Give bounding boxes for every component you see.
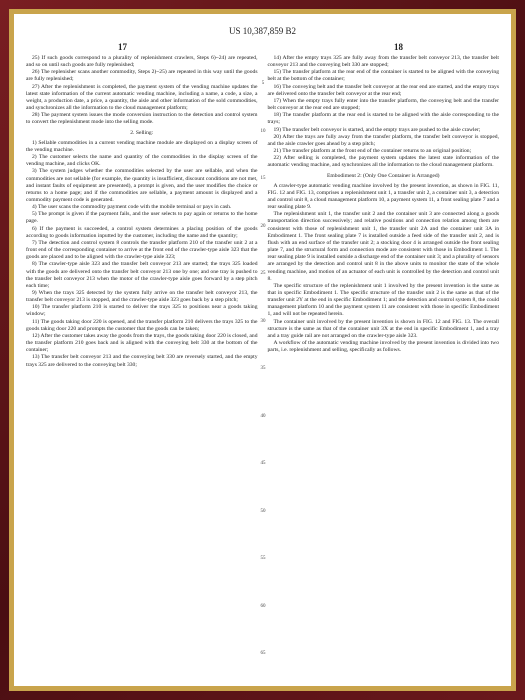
paragraph: 9) When the trays 325 detected by the system fully arrive on the transfer belt conveyor 213, the transfer belt conveyor 213 is stopped, and the crawler-type aisle 323 goes back by a step pitch; (26, 290, 258, 304)
paragraph: 2) The customer selects the name and quantity of the commodities in the display screen of the vending machine, and clicks OK. (26, 154, 258, 168)
line-number: 60 (260, 603, 266, 609)
paragraph: 10) The transfer platform 210 is started to deliver the trays 325 to positions near a goods taking window; (26, 304, 258, 318)
paragraph: Embodiment 2: (Only One Container is Arranged) (327, 172, 440, 179)
paragraph: A workflow of the automatic vending machine involved by the present invention is divided into two parts, i.e. replenishment and selling, specifically as follows. (267, 340, 499, 354)
column-numbers (26, 42, 499, 52)
line-number: 40 (260, 413, 266, 419)
line-number: 25 (260, 271, 266, 276)
paragraph: 15) The transfer platform at the rear end of the container is started to be aligned with the conveying belt at the bottom of the container; (267, 69, 499, 83)
paragraph: 4) The user scans the commodity payment code with the mobile terminal or pays in cash. (32, 204, 232, 211)
frame-gold-border (9, 9, 516, 691)
paragraph: 28) The payment system issues the mode conversion instruction to the detection and control system to convert the replenishment mode into the selling mode. (26, 112, 258, 126)
paragraph: The container unit involved by the present invention is shown in FIG. 12 and FIG. 13. The overall structure is the same as that of the container unit 3X at the end in specific Embodiment 1, and a tray and a tray guide rail are not arranged on the crawler-type aisle 323. (267, 318, 499, 339)
right-column (268, 55, 500, 369)
paragraph: 26) The replenisher scans another commodity, Steps 2)~25) are repeated in this way until the goods are fully replenished; (26, 69, 258, 83)
patent-number: US 10,387,859 B2 (228, 26, 296, 36)
left-column-number: 17 (118, 42, 127, 52)
paragraph: The replenishment unit 1, the transfer unit 2 and the container unit 3 are connected along a goods transportation direction successively; and relative positions and connection relation among them are consistent with those of replenishment unit 1, the transfer unit 2A and the container unit 3A in Embodiment 1. The front sealing plate 7 is installed outside a feed side of the transfer unit 2, and is flush with an end surface of the transfer unit 2; a stocking door 4 is arranged outside the front sealing plate 7, and the structural form and connection mode are consistent with those in Embodiment 1. The rear sealing plate 9 is installed outside a discharge end of the container unit 3; and a plurality of sensors are arranged by the detection and control unit 8 in the above units to monitor the state of the whole vending machine, and motion of an actuator of each unit is controlled by the detection and control unit 8. (267, 211, 500, 282)
patent-page (14, 14, 511, 686)
right-column-number: 18 (394, 42, 403, 52)
paragraph: 25) If such goods correspond to a plurality of replenishment crawlers, Steps 6)~24) are repeated, and so on until such goods are fully replenished; (26, 55, 258, 69)
paragraph: The specific structure of the replenishment unit 1 involved by the present invention is the same as that in specific Embodiment 1. The specific structure of the transfer unit 2 is the same as that of the transfer unit 2Y at the end in specific Embodiment 1; and the detection and control system 8, the could management platform 10 and the payment system 11 are consistent with those in specific Embodiment 1, and will not be repeated herein. (267, 282, 499, 318)
paragraph: 19) The transfer belt conveyor is started, and the empty trays are pushed to the aisle crawler; (273, 126, 481, 133)
paragraph: 2. Selling: (130, 129, 154, 136)
paragraph: 27) After the replenishment is completed, the payment system of the vending machine updates the latest state information of the current automatic vending machine, including a name, a code, a size, a weight, a production date, a price, a quantity, the aisle and other information of the sold commodities, and synchronizes all the information to the cloud management platform; (26, 83, 258, 112)
paragraph: A crawler-type automatic vending machine involved by the present invention, as shown in FIG. 11, FIG. 12 and FIG. 13, comprises a replenishment unit 1, a transfer unit 2, a container unit 3, a detection and control unit 8, a cloud management platform 10, a payment system 11, a front sealing plate 7 and a rear sealing plate 9. (267, 182, 499, 211)
paragraph: 8) The crawler-type aisle 323 and the transfer belt conveyor 213 are started; the trays 325 loaded with the goods are delivered onto the transfer belt conveyor 213 one by one; and one tray is pushed to the transfer belt conveyor 213 when the motor of the crawler-type aisle goes forward by a step pitch each time; (26, 261, 258, 289)
line-number: 30 (260, 318, 266, 324)
paragraph: 18) The transfer platform at the rear end is started to be aligned with the aisle corresponding to the trays; (267, 112, 499, 126)
line-number: 55 (260, 556, 266, 561)
paragraph: 7) The detection and control system 8 controls the transfer platform 210 of the transfer unit 2 at a front end of the corresponding container to arrive at the front end of the crawler-type aisle 323 that the goods are placed and to be aligned with the crawler-type aisle 323; (26, 239, 258, 261)
paragraph: 12) After the customer takes away the goods from the trays, the goods taking door 220 is closed, and the transfer platform 210 goes back and is aligned with the conveying belt 330 at the bottom of the container; (26, 332, 258, 354)
line-number: 65 (260, 651, 266, 656)
paragraph: 17) When the empty trays fully enter into the transfer platform, the conveying belt and the transfer belt conveyor at the rear end are stopped; (267, 97, 499, 112)
line-number: 45 (260, 461, 266, 466)
line-number: 10 (260, 128, 266, 134)
paragraph: 22) After selling is completed, the payment system updates the latest state information of the automatic vending machine, and synchronizes all the information to the cloud management platform. (267, 155, 499, 169)
paragraph: 5) The prompt is given if the payment fails, and the user selects to pay again or returns to the home page. (26, 211, 258, 225)
paragraph: 20) After the trays are fully away from the transfer platform, the transfer belt conveyor is stopped, and the aisle crawler goes ahead by a step pitch; (267, 133, 499, 147)
line-number: 50 (260, 508, 266, 514)
text-columns (26, 55, 500, 656)
line-number: 20 (260, 223, 266, 229)
paragraph: 1) Sellable commodities in a current vending machine module are displayed on a display screen of the vending machine. (26, 139, 258, 153)
line-number: 35 (260, 366, 266, 371)
paragraph: 3) The system judges whether the commodities selected by the user are sellable, and when the commodities are not sellable (for example, the quantity is insufficient, discount conditions are not met, and instant faults of equipment are presented), a prompt is given, and the user modifies the choice or returns to a home page; and if the commodities are sellable, a payment amount is displayed and a commodity payment code is generated. (26, 168, 258, 203)
paragraph: 21) The transfer platform at the front end of the container returns to an original position; (273, 148, 472, 155)
line-number: 15 (260, 176, 266, 181)
line-number: 5 (261, 81, 265, 86)
paragraph: 11) The goods taking door 220 is opened, and the transfer platform 210 delivers the trays 325 to the goods taking door 220 and prompts the customer that the goods can be taken; (26, 318, 258, 332)
paragraph: 16) The conveying belt and the transfer belt conveyor at the rear end are started, and the empty trays are delivered onto the transfer belt conveyor at the rear end; (267, 83, 499, 97)
left-column (26, 55, 258, 369)
paragraph: 14) After the empty trays 325 are fully away from the transfer belt conveyor 213, the transfer belt conveyor 213 and the conveying belt 330 are stopped; (267, 55, 499, 69)
paragraph: 6) If the payment is succeeded, a control system determines a placing position of the goods according to goods information inputted by the customer, including the name and the quantity; (26, 225, 258, 239)
paragraph: 13) The transfer belt conveyor 213 and the conveying belt 330 are reversely started, and the empty trays 325 are delivered to the conveying belt 330; (26, 354, 258, 368)
